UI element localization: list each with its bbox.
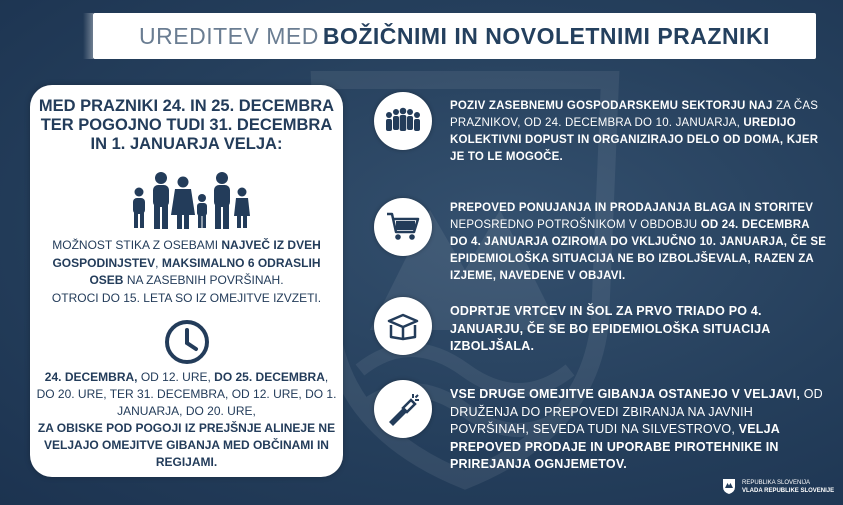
- item-remote-work-text: [450, 98, 830, 166]
- clock-icon: [163, 318, 211, 366]
- item-text-bold: ODPRTJE VRTCEV IN ŠOL ZA PRVO TRIADO PO 4. JANUARJU, ČE SE BO EPIDEMIOLOŠKA SITUACIJA IZBOLJŠALA.: [450, 304, 771, 353]
- item-text-bold: UREDIJO KOLEKTIVNI DOPUST IN ORGANIZIRAJO DELO OD DOMA, KJER JE TO LE MOGOČE.: [450, 117, 819, 163]
- government-footer: [742, 479, 834, 495]
- header-title-light: UREDITEV MED: [139, 22, 319, 49]
- item-text-bold: POZIV ZASEBNEMU GOSPODARSKEMU SEKTORJU NAJ: [450, 100, 773, 112]
- item-text-part: NEPOSREDNO POTROŠNIKOM V OBDOBJU: [450, 219, 701, 231]
- shopping-cart-icon: [374, 198, 432, 256]
- item-school-opening: [374, 297, 834, 363]
- item-text-bold: VELJA PREPOVED PRODAJE IN UPORABE PIROTEHNIKE IN PRIREJANJA OGNJEMETOV.: [450, 422, 780, 471]
- open-book-icon: [374, 297, 432, 355]
- card-title-line-2: TER POGOJNO TUDI 31. DECEMBRA: [40, 116, 333, 134]
- time-text-part: , DO 20. URE, TER 31. DECEMBRA, OD 12. URE, DO 1. JANUARJA, DO 20. URE,: [36, 370, 337, 418]
- item-shop-ban: [374, 194, 834, 284]
- time-text-bold: 24. DECEMBRA,: [44, 370, 138, 384]
- item-text-bold: VSE DRUGE OMEJITVE GIBANJA OSTANEJO V VELJAVI,: [450, 387, 801, 401]
- holiday-rules-card: [30, 85, 343, 477]
- time-text-bold: DO 25. DECEMBRA: [214, 370, 325, 384]
- card-title-line-3: IN 1. JANUARJA VELJA:: [90, 135, 283, 153]
- item-school-opening-text: [450, 303, 830, 356]
- footer-line-1: REPUBLIKA SLOVENIJA: [742, 480, 811, 486]
- firework-icon: [374, 380, 432, 438]
- time-text-part: OD 12. URE,: [137, 370, 215, 384]
- children-exemption-text: OTROCI DO 15. LETA SO IZ OMEJITVE IZVZETI.: [51, 290, 322, 305]
- item-text-part: ZA ČAS PRAZNIKOV, OD 24. DECEMBRA DO 10. JANUARJA,: [450, 100, 819, 129]
- item-text-bold: OD 24. DECEMBRA DO 4. JANUARJA OZIROMA DO VKLJUČNO 10. JANUARJA, ČE SE EPIDEMIOLOŠKA SITUACIJA NE BO IZBOLJŠEVALA, RAZEN ZA IZJEME, NAVEDENE V OBJAVI.: [450, 219, 827, 282]
- item-shop-ban-text: [450, 200, 830, 285]
- crowd-icon: [374, 92, 432, 150]
- header-title-bold: BOŽIČNIMI IN NOVOLETNIMI PRAZNIKI: [322, 22, 770, 49]
- time-window-text: [36, 369, 337, 471]
- item-pyrotechnics-ban: [374, 380, 834, 470]
- contact-text-part: ,: [155, 255, 162, 270]
- contact-text-part: NA ZASEBNIH POVRŠINAH.: [123, 273, 284, 287]
- footer-line-2: VLADA REPUBLIKE SLOVENIJE: [742, 488, 835, 494]
- card-title: [30, 97, 343, 154]
- contact-text-bold: MAKSIMALNO 6 ODRASLIH OSEB: [89, 255, 321, 287]
- movement-exemption-text: ZA OBISKE POD POGOJI IZ PREJŠNJE ALINEJE NE VELJAJO OMEJITVE GIBANJA MED OBČINAMI IN REGIJAMI.: [37, 421, 336, 469]
- family-icon: [127, 170, 251, 230]
- item-remote-work: [374, 92, 834, 172]
- contact-rule-text: [36, 237, 337, 307]
- contact-text-part: MOŽNOST STIKA Z OSEBAMI: [52, 238, 222, 252]
- contact-text-bold: NAJVEČ IZ DVEH GOSPODINJSTEV: [52, 238, 321, 270]
- header-banner: [93, 13, 816, 59]
- slovenia-coat-of-arms-icon: [722, 478, 736, 495]
- item-text-bold: PREPOVED PONUJANJA IN PRODAJANJA BLAGA IN STORITEV: [450, 202, 814, 214]
- item-text-part: OD DRUŽENJA DO PREPOVEDI ZBIRANJA NA JAVNIH POVRŠINAH, SEVEDA TUDI NA SILVESTROVO,: [450, 387, 823, 436]
- item-pyrotechnics-ban-text: [450, 386, 830, 474]
- card-title-line-1: MED PRAZNIKI 24. IN 25. DECEMBRA: [38, 97, 335, 115]
